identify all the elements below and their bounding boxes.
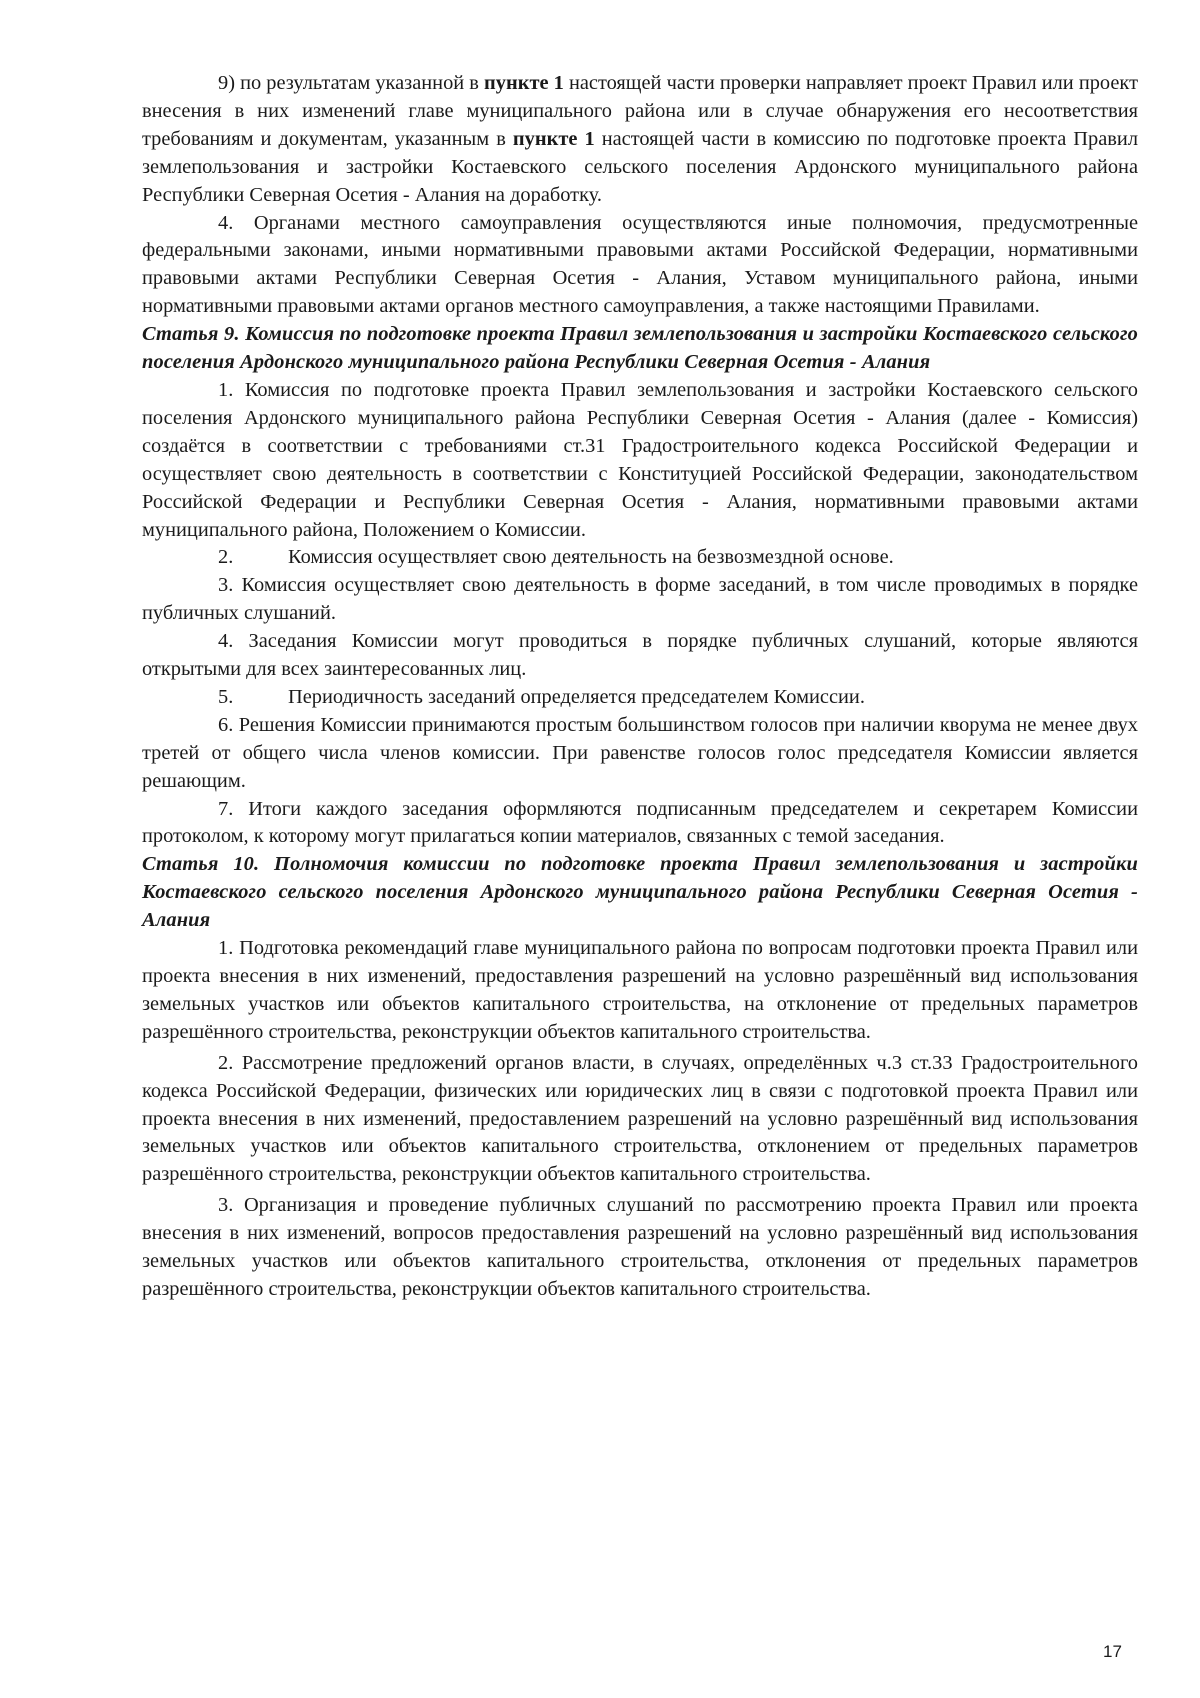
paragraph-4: 4. Органами местного самоуправления осуществляются иные полномочия, предусмотренные федеральными законами, иными нормативными правовыми актами Российской Федерации, нормативными правовыми актами Республики Северная Осетия - Алания, Уставом муниципального района, иными нормативными правовыми актами органов местного самоуправления, а также настоящими Правилами. (142, 211, 1138, 318)
page-number: 17 (1103, 1642, 1122, 1661)
paragraph-text: Периодичность заседаний определяется председателем Комиссии. (288, 685, 865, 708)
article-9-paragraph-1: 1. Комиссия по подготовке проекта Правил землепользования и застройки Костаевского сельского поселения Ардонского муниципального района Республики Северная Осетия - Алания (далее - Комиссия) создаётся в соответствии с требованиями ст.31 Градостроительного кодекса Российской Федерации и осуществляет свою деятельность в соответствии с Конституцией Российской Федерации, законодательством Российской Федерации и Республики Северная Осетия - Алания, нормативными правовыми актами муниципального района, Положением о Комиссии. (142, 378, 1138, 541)
document-page (142, 70, 1138, 1304)
article-9-paragraph-7: 7. Итоги каждого заседания оформляются подписанным председателем и секретарем Комиссии протоколом, к которому могут прилагаться копии материалов, связанных с темой заседания. (142, 797, 1138, 848)
article-10-paragraph-3: 3. Организация и проведение публичных слушаний по рассмотрению проекта Правил или проекта внесения в них изменений, вопросов предоставления разрешений на условно разрешённый вид использования земельных участков или объектов капитального строительства, отклонения от предельных параметров разрешённого строительства, реконструкции объектов капитального строительства. (142, 1194, 1138, 1300)
article-9-heading: Статья 9. Комиссия по подготовке проекта Правил землепользования и застройки Костаевского сельского поселения Ардонского муниципального района Республики Северная Осетия - Алания (142, 323, 1138, 374)
paragraph-text: настоящей части проверки направляет проект Правил или проект внесения в них изменений главе муниципального района или в случае обнаружения его несоответствия требованиям и документам, указанным в (142, 72, 1138, 150)
article-10-paragraph-1: 1. Подготовка рекомендаций главе муниципального района по вопросам подготовки проекта Правил или проекта внесения в них изменений, предоставления разрешений на условно разрешённый вид использования земельных участков или объектов капитального строительства, на отклонение от предельных параметров разрешённого строительства, реконструкции объектов капитального строительства. (142, 937, 1138, 1043)
article-10-heading: Статья 10. Полномочия комиссии по подготовке проекта Правил землепользования и застройки Костаевского сельского поселения Ардонского муниципального района Республики Северная Осетия - Алания (142, 853, 1138, 932)
paragraph-text: настоящей части в комиссию по подготовке проекта Правил землепользования и застройки Костаевского сельского поселения Ардонского муниципального района Республики Северная Осетия - Алания на доработку. (142, 127, 1138, 206)
article-9-paragraph-4: 4. Заседания Комиссии могут проводиться в порядке публичных слушаний, которые являются открытыми для всех заинтересованных лиц. (142, 630, 1138, 681)
paragraph-item-9 (142, 70, 1138, 210)
paragraph-text: Комиссия осуществляет свою деятельность на безвозмездной основе. (288, 546, 894, 569)
bold-reference: пункте 1 (484, 72, 564, 94)
article-9-paragraph-6: 6. Решения Комиссии принимаются простым большинством голосов при наличии кворума не менее двух третей от общего числа членов комиссии. При равенстве голосов голос председателя Комиссии является решающим. (142, 713, 1138, 792)
paragraph-text: 9) по результатам указанной в (218, 72, 485, 94)
paragraph-number: 5. (218, 685, 234, 708)
article-9-paragraph-5 (142, 684, 1138, 712)
article-10-paragraph-2: 2. Рассмотрение предложений органов власти, в случаях, определённых ч.3 ст.33 Градостроительного кодекса Российской Федерации, физических или юридических лиц в связи с подготовкой проекта Правил или проекта внесения в них изменений, предоставлением разрешений на условно разрешённый вид использования земельных участков или объектов капитального строительства, отклонением от предельных параметров разрешённого строительства, реконструкции объектов капитального строительства. (142, 1051, 1138, 1186)
article-9-paragraph-2 (142, 544, 1138, 572)
paragraph-number: 2. (218, 546, 234, 569)
article-9-paragraph-3: 3. Комиссия осуществляет свою деятельность в форме заседаний, в том числе проводимых в порядке публичных слушаний. (142, 574, 1138, 625)
bold-reference: пункте 1 (512, 127, 595, 150)
